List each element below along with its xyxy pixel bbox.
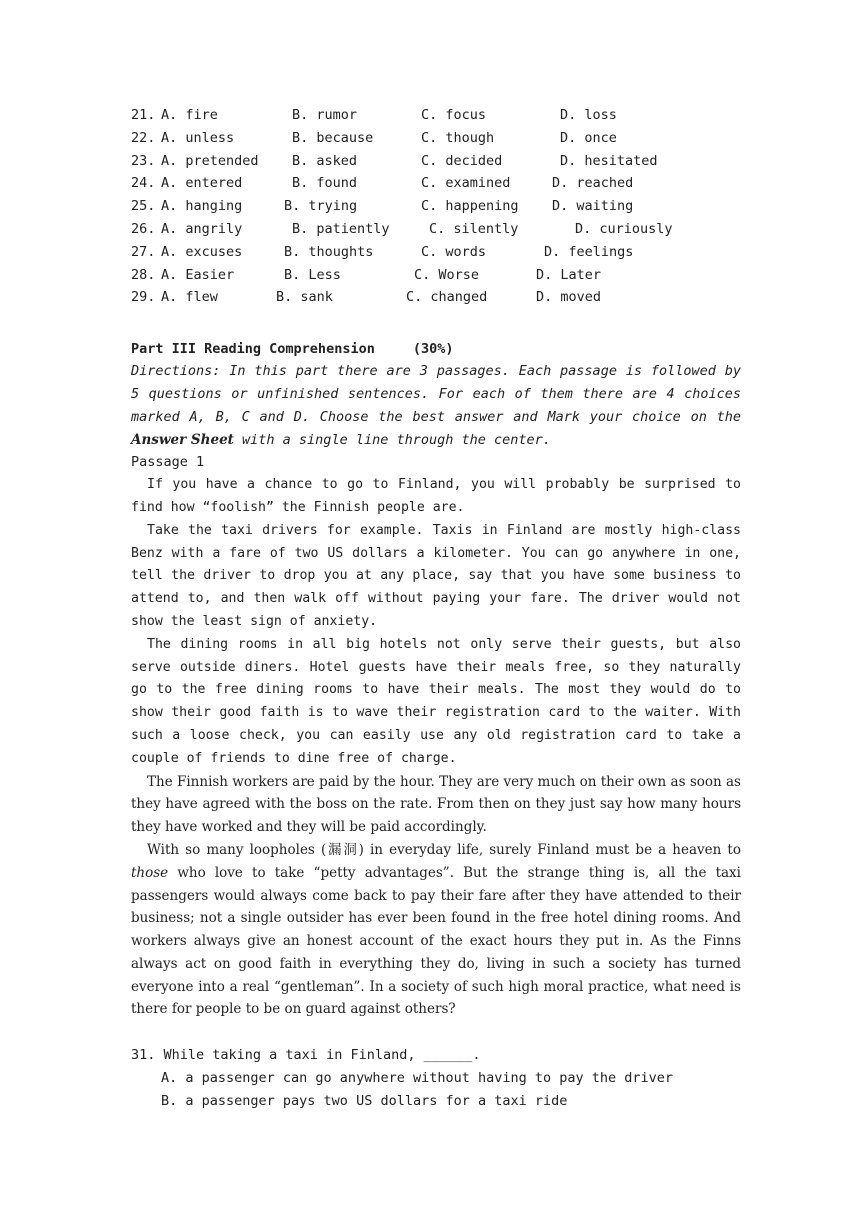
directions-lead: Directions: In this part there are 3 passages. Each passage is followed by 5 questions or unfinished sentences. For each of them there are 4 choices marked A, B, C and D. Choose the best answer and Mark your choice on the [131, 363, 741, 425]
option-b: B. because [292, 129, 374, 146]
passage-label: Passage 1 [131, 454, 205, 471]
option-b: B. Less [284, 266, 341, 283]
question-number: 22. [131, 129, 156, 146]
italic-word: those [131, 864, 169, 881]
directions-tail: with a single line through the center. [233, 431, 551, 448]
section-heading [131, 338, 741, 360]
directions-text [131, 360, 741, 451]
option-a: A. fire [161, 107, 218, 123]
option-d: D. waiting [552, 198, 634, 215]
option-d: D. once [560, 129, 617, 146]
option-a: A. hanging [161, 198, 243, 215]
option-d: D. loss [560, 107, 617, 123]
option-a: A. excuses [161, 243, 243, 260]
option-a: A. unless [161, 129, 235, 146]
passage-paragraph-1: If you have a chance to go to Finland, you will probably be surprised to find how “foolish” the Finnish people are. [131, 477, 741, 515]
option-a: A. angrily [161, 220, 243, 237]
question-number: 25. [131, 198, 156, 215]
question-number: 23. [131, 152, 156, 169]
passage-paragraph-3: The dining rooms in all big hotels not only serve their guests, but also serve outside diners. Hotel guests have their meals free, so they naturally go to the free dining rooms to have their meals. The most they would do to show their good faith is to wave their registration card to the waiter. With such a loose check, you can easily use any old registration card to take a couple of friends to dine free of charge. [131, 636, 741, 766]
option-c: C. words [421, 243, 487, 260]
option-a: A. entered [161, 175, 243, 192]
option-c: C. decided [421, 152, 503, 169]
option-b: B. thoughts [284, 243, 374, 260]
question-31-choice-a: A. a passenger can go anywhere without having to pay the driver [161, 1070, 674, 1087]
option-d: D. curiously [575, 220, 673, 237]
option-c: C. though [421, 129, 495, 146]
cloze-options-list [131, 104, 741, 309]
option-d: D. reached [552, 175, 634, 192]
option-row-28 [131, 264, 741, 287]
option-row-21 [131, 104, 741, 127]
option-d: D. feelings [544, 243, 634, 260]
document-page [131, 104, 741, 1113]
option-row-24 [131, 172, 741, 195]
answer-sheet-label: Answer Sheet [131, 431, 234, 448]
question-number: 26. [131, 220, 156, 237]
question-number: 24. [131, 175, 156, 192]
option-d: D. hesitated [560, 152, 658, 169]
option-row-22 [131, 127, 741, 150]
option-b: B. rumor [292, 107, 358, 123]
option-row-27 [131, 241, 741, 264]
option-b: B. patiently [292, 220, 390, 237]
question-number: 28. [131, 266, 156, 283]
option-c: C. examined [421, 175, 511, 192]
option-row-26 [131, 218, 741, 241]
option-c: C. changed [406, 289, 488, 306]
option-row-29 [131, 286, 741, 309]
section-percent: (30%) [412, 341, 454, 358]
question-31-choice-b: B. a passenger pays two US dollars for a taxi ride [161, 1092, 568, 1109]
option-a: A. flew [161, 289, 218, 306]
option-b: B. asked [292, 152, 358, 169]
option-a: A. Easier [161, 266, 235, 283]
option-c: C. silently [429, 220, 519, 237]
option-d: D. moved [536, 289, 602, 306]
passage-paragraph-5 [131, 839, 741, 1021]
option-d: D. Later [536, 266, 602, 283]
option-c: C. Worse [414, 266, 480, 283]
section-title: Part III Reading Comprehension [131, 341, 375, 358]
option-b: B. trying [284, 198, 358, 215]
paragraph-5-lead: With so many loopholes (漏洞) in everyday life, surely Finland must be a heaven to [147, 841, 741, 858]
question-number: 21. [131, 107, 156, 123]
passage-paragraph-2: Take the taxi drivers for example. Taxis in Finland are mostly high-class Benz with a fare of two US dollars a kilometer. You can go anywhere in one, tell the driver to drop you at any place, say that you have some business to attend to, and then walk off without paying your fare. The driver would not show the least sign of anxiety. [131, 522, 741, 629]
passage-paragraph-4: The Finnish workers are paid by the hour. They are very much on their own as soon as they have agreed with the boss on the rate. From then on they just say how many hours they have worked and they will be paid accordingly. [131, 773, 741, 836]
question-number: 29. [131, 289, 156, 306]
option-c: C. focus [421, 107, 487, 123]
question-31-stem: 31. While taking a taxi in Finland, ______. [131, 1047, 481, 1064]
option-row-25 [131, 195, 741, 218]
paragraph-5-tail: who love to take “petty advantages”. But the strange thing is, all the taxi passengers would always come back to pay their fare after they have attended to their business; not a single outsider has ever been found in the free hotel dining rooms. And workers always give an honest account of the exact hours they put in. As the Finns always act on good faith in everything they do, living in such a society has turned everyone into a real “gentleman”. In a society of such high moral practice, what need is there for people to be on guard against others? [131, 864, 741, 1018]
option-b: B. found [292, 175, 358, 192]
question-number: 27. [131, 243, 156, 260]
option-row-23 [131, 150, 741, 173]
option-c: C. happening [421, 198, 519, 215]
option-a: A. pretended [161, 152, 259, 169]
option-b: B. sank [276, 289, 333, 306]
